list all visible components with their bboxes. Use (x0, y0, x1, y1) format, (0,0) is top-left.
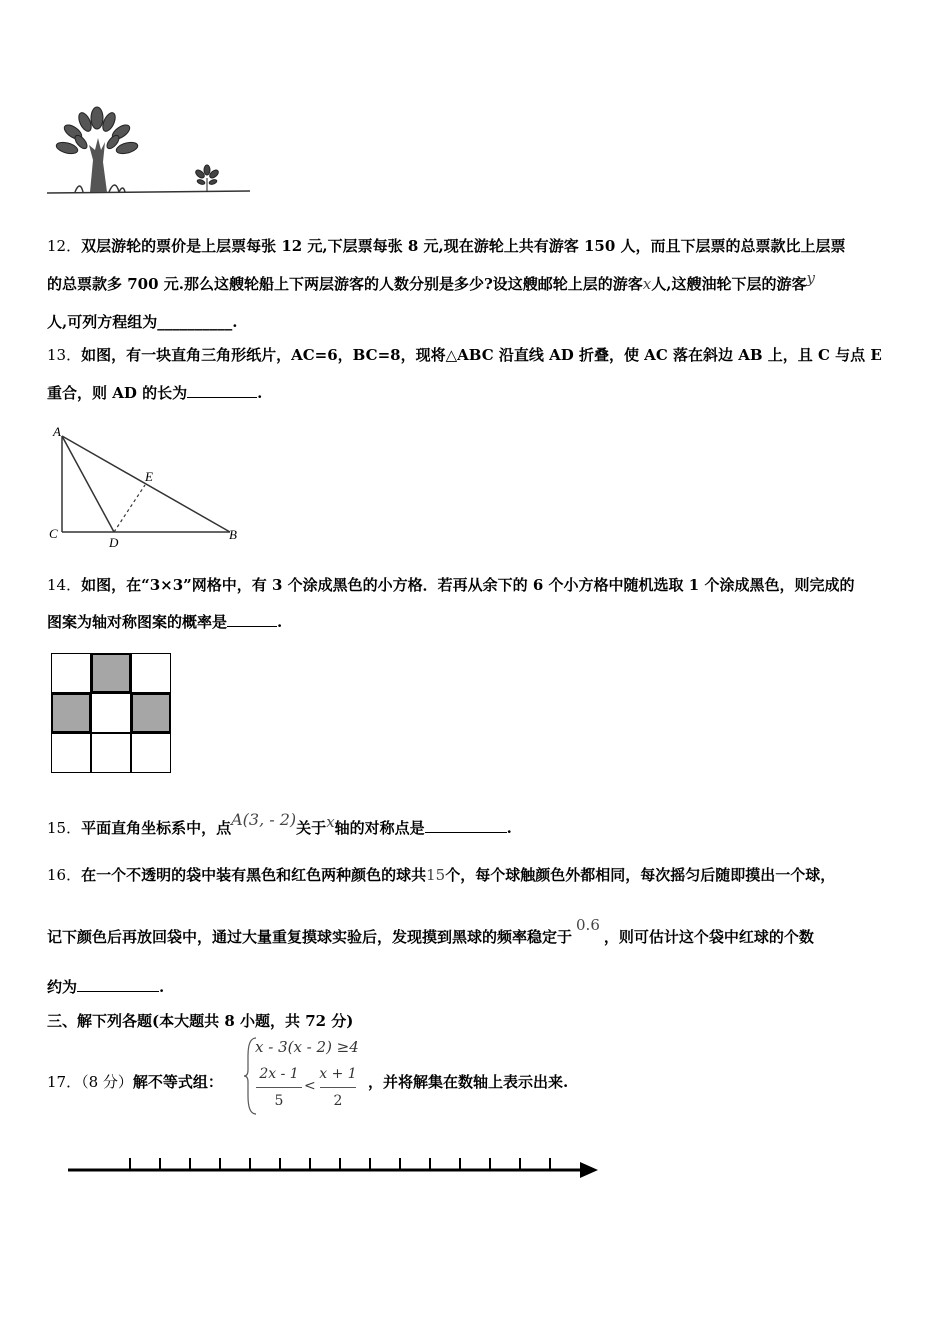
q13-line1: 13．如图，有一块直角三角形纸片，AC=6，BC=8，现将△ABC 沿直线 AD 折叠，使 AC 落在斜边 AB 上，且 C 与点 E (47, 346, 882, 364)
q17-line-end: ，并将解集在数轴上表示出来. (368, 1073, 569, 1091)
fraction-1-bar (256, 1087, 302, 1088)
q13-line2: 重合，则 AD 的长为 . (47, 384, 263, 402)
grid-cell (51, 653, 91, 693)
grid-cell-shaded (51, 693, 91, 733)
q12-line1: 12．双层游轮的票价是上层票每张 12 元,下层票每张 8 元,现在游轮上共有游客 150 人，而且下层票的总票款比上层票 (47, 237, 846, 255)
q14-answer-blank[interactable] (227, 612, 277, 627)
label-c: C (49, 526, 58, 541)
q15-answer-blank[interactable] (425, 818, 507, 833)
fraction-2-bar (320, 1087, 356, 1088)
fraction-1-numerator: 2x - 1 (259, 1066, 299, 1082)
q14-line2: 图案为轴对称图案的概率是 . (47, 613, 283, 631)
grid-cell (51, 733, 91, 773)
fraction-1-denominator: 5 (274, 1093, 284, 1109)
q16-line3: 约为 . (47, 978, 165, 996)
label-b: B (229, 527, 237, 542)
grid-cell (91, 733, 131, 773)
triangle-figure (45, 420, 245, 550)
q14-line1: 14．如图，在“3×3”网格中，有 3 个涂成黑色的小方格．若再从余下的 6 个小方格中随机选取 1 个涂成黑色，则完成的 (47, 576, 855, 594)
tree-illustration (45, 100, 255, 200)
number-line (62, 1150, 602, 1186)
label-d: D (109, 535, 119, 550)
grid-3x3 (51, 653, 171, 773)
q16-answer-blank[interactable] (77, 977, 159, 992)
grid-cell-shaded (131, 693, 171, 733)
q13-answer-blank[interactable] (187, 383, 257, 398)
q12-line2: 的总票款多 700 元.那么这艘轮船上下两层游客的人数分别是多少?设这艘邮轮上层的游客x人,这艘油轮下层的游客y (47, 269, 815, 293)
fraction-2-denominator: 2 (333, 1093, 343, 1109)
section-3-title: 三、解下列各题(本大题共 8 小题，共 72 分) (47, 1012, 354, 1030)
q16-line2: 记下颜色后再放回袋中，通过大量重复摸球实验后，发现摸到黑球的频率稳定于0.6，则可估计这个袋中红球的个数 (47, 916, 814, 946)
grid-cell (131, 653, 171, 693)
less-than-sign: < (304, 1078, 316, 1094)
grid-cell (91, 693, 131, 733)
label-e: E (145, 469, 153, 484)
fraction-2-numerator: x + 1 (319, 1066, 357, 1082)
label-a: A (53, 424, 61, 439)
grid-cell (131, 733, 171, 773)
inequality-1: x - 3(x - 2) ≥4 (255, 1038, 359, 1056)
q16-line1: 16．在一个不透明的袋中装有黑色和红色两种颜色的球共15个，每个球触颜色外都相同，每次摇匀后随即摸出一个球， (47, 866, 836, 884)
q17-line: 17．（8 分）解不等式组： (47, 1073, 223, 1091)
q15-line: 15．平面直角坐标系中，点A(3, - 2)关于x轴的对称点是 . (47, 810, 512, 837)
q12-line3: 人,可列方程组为__________. (47, 313, 238, 331)
grid-cell-shaded (91, 653, 131, 693)
